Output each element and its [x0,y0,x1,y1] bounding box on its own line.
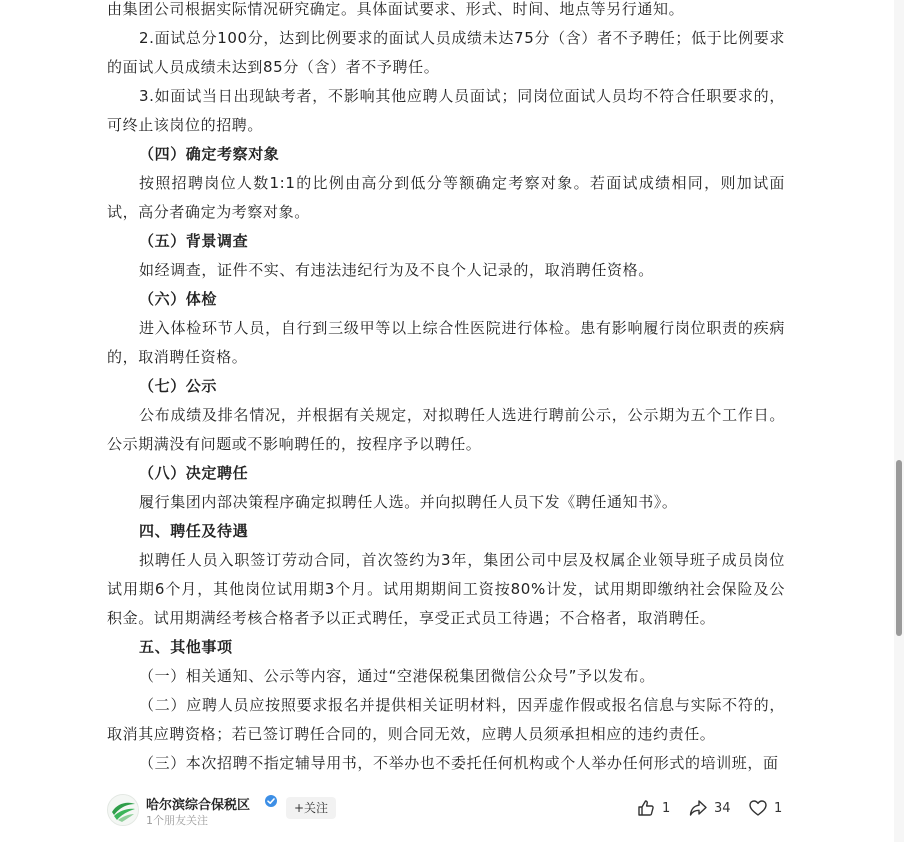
verified-icon [265,795,277,807]
article-paragraph: 进入体检环节人员，自行到三级甲等以上综合性医院进行体检。患有影响履行岗位职责的疾病的，取消聘任资格。 [107,319,785,366]
section-heading: 五、其他事项 [139,638,233,656]
like-button[interactable] [636,798,670,818]
favorite-button[interactable] [748,798,782,818]
scrollbar-thumb[interactable] [896,460,902,636]
article-paragraph: （三）本次招聘不指定辅导用书，不举办也不委托任何机构或个人举办任何形式的培训班，面 [139,754,779,772]
article-paragraph: 由集团公司根据实际情况研究确定。具体面试要求、形式、时间、地点等另行通知。 [107,0,685,18]
section-heading: （四）确定考察对象 [139,145,280,163]
scrollbar[interactable] [894,0,904,842]
follow-button[interactable]: +关注 [286,797,336,819]
favorite-count: 1 [774,800,783,816]
section-heading: （五）背景调查 [139,232,249,250]
author-name[interactable]: 哈尔滨综合保税区 [146,798,251,813]
like-count: 1 [662,800,671,816]
thumbs-up-icon [636,798,656,818]
author-bar [0,778,904,842]
article-paragraph: 按照招聘岗位人数1:1的比例由高分到低分等额确定考察对象。若面试成绩相同，则加试面试，高分者确定为考察对象。 [107,174,785,221]
followers-text: 1个朋友关注 [146,814,208,827]
article-paragraph: 拟聘任人员入职签订劳动合同，首次签约为3年，集团公司中层及权属企业领导班子成员岗位试用期6个月，其他岗位试用期3个月。试用期期间工资按80%计发，试用期即缴纳社会保险及公积金。试用期满经考核合格者予以正式聘任，享受正式员工待遇；不合格者，取消聘任。 [107,551,785,627]
article-paragraph: （一）相关通知、公示等内容，通过“空港保税集团微信公众号”予以发布。 [139,667,655,685]
article-content [107,0,785,778]
avatar[interactable] [107,794,139,826]
section-heading: （七）公示 [139,377,218,395]
share-count: 34 [714,800,731,816]
article-paragraph: 2.面试总分100分，达到比例要求的面试人员成绩未达75分（含）者不予聘任；低于比例要求的面试人员成绩未达到85分（含）者不予聘任。 [107,29,785,76]
article-paragraph: （二）应聘人员应按照要求报名并提供相关证明材料，因弄虚作假或报名信息与实际不符的，取消其应聘资格；若已签订聘任合同的，则合同无效，应聘人员须承担相应的违约责任。 [107,696,785,743]
article-paragraph: 3.如面试当日出现缺考者，不影响其他应聘人员面试；同岗位面试人员均不符合任职要求的，可终止该岗位的招聘。 [107,87,785,134]
article-paragraph: 公布成绩及排名情况，并根据有关规定，对拟聘任人选进行聘前公示，公示期为五个工作日。公示期满没有问题或不影响聘任的，按程序予以聘任。 [107,406,785,453]
article-paragraph: 履行集团内部决策程序确定拟聘任人选。并向拟聘任人员下发《聘任通知书》。 [139,493,678,511]
section-heading: （八）决定聘任 [139,464,249,482]
brand-logo-icon [108,795,138,825]
section-heading: （六）体检 [139,290,218,308]
share-arrow-icon [688,798,708,818]
heart-icon [748,798,768,818]
article-paragraph: 如经调查，证件不实、有违法违纪行为及不良个人记录的，取消聘任资格。 [139,261,654,279]
share-button[interactable] [688,798,731,818]
section-heading: 四、聘任及待遇 [139,522,249,540]
